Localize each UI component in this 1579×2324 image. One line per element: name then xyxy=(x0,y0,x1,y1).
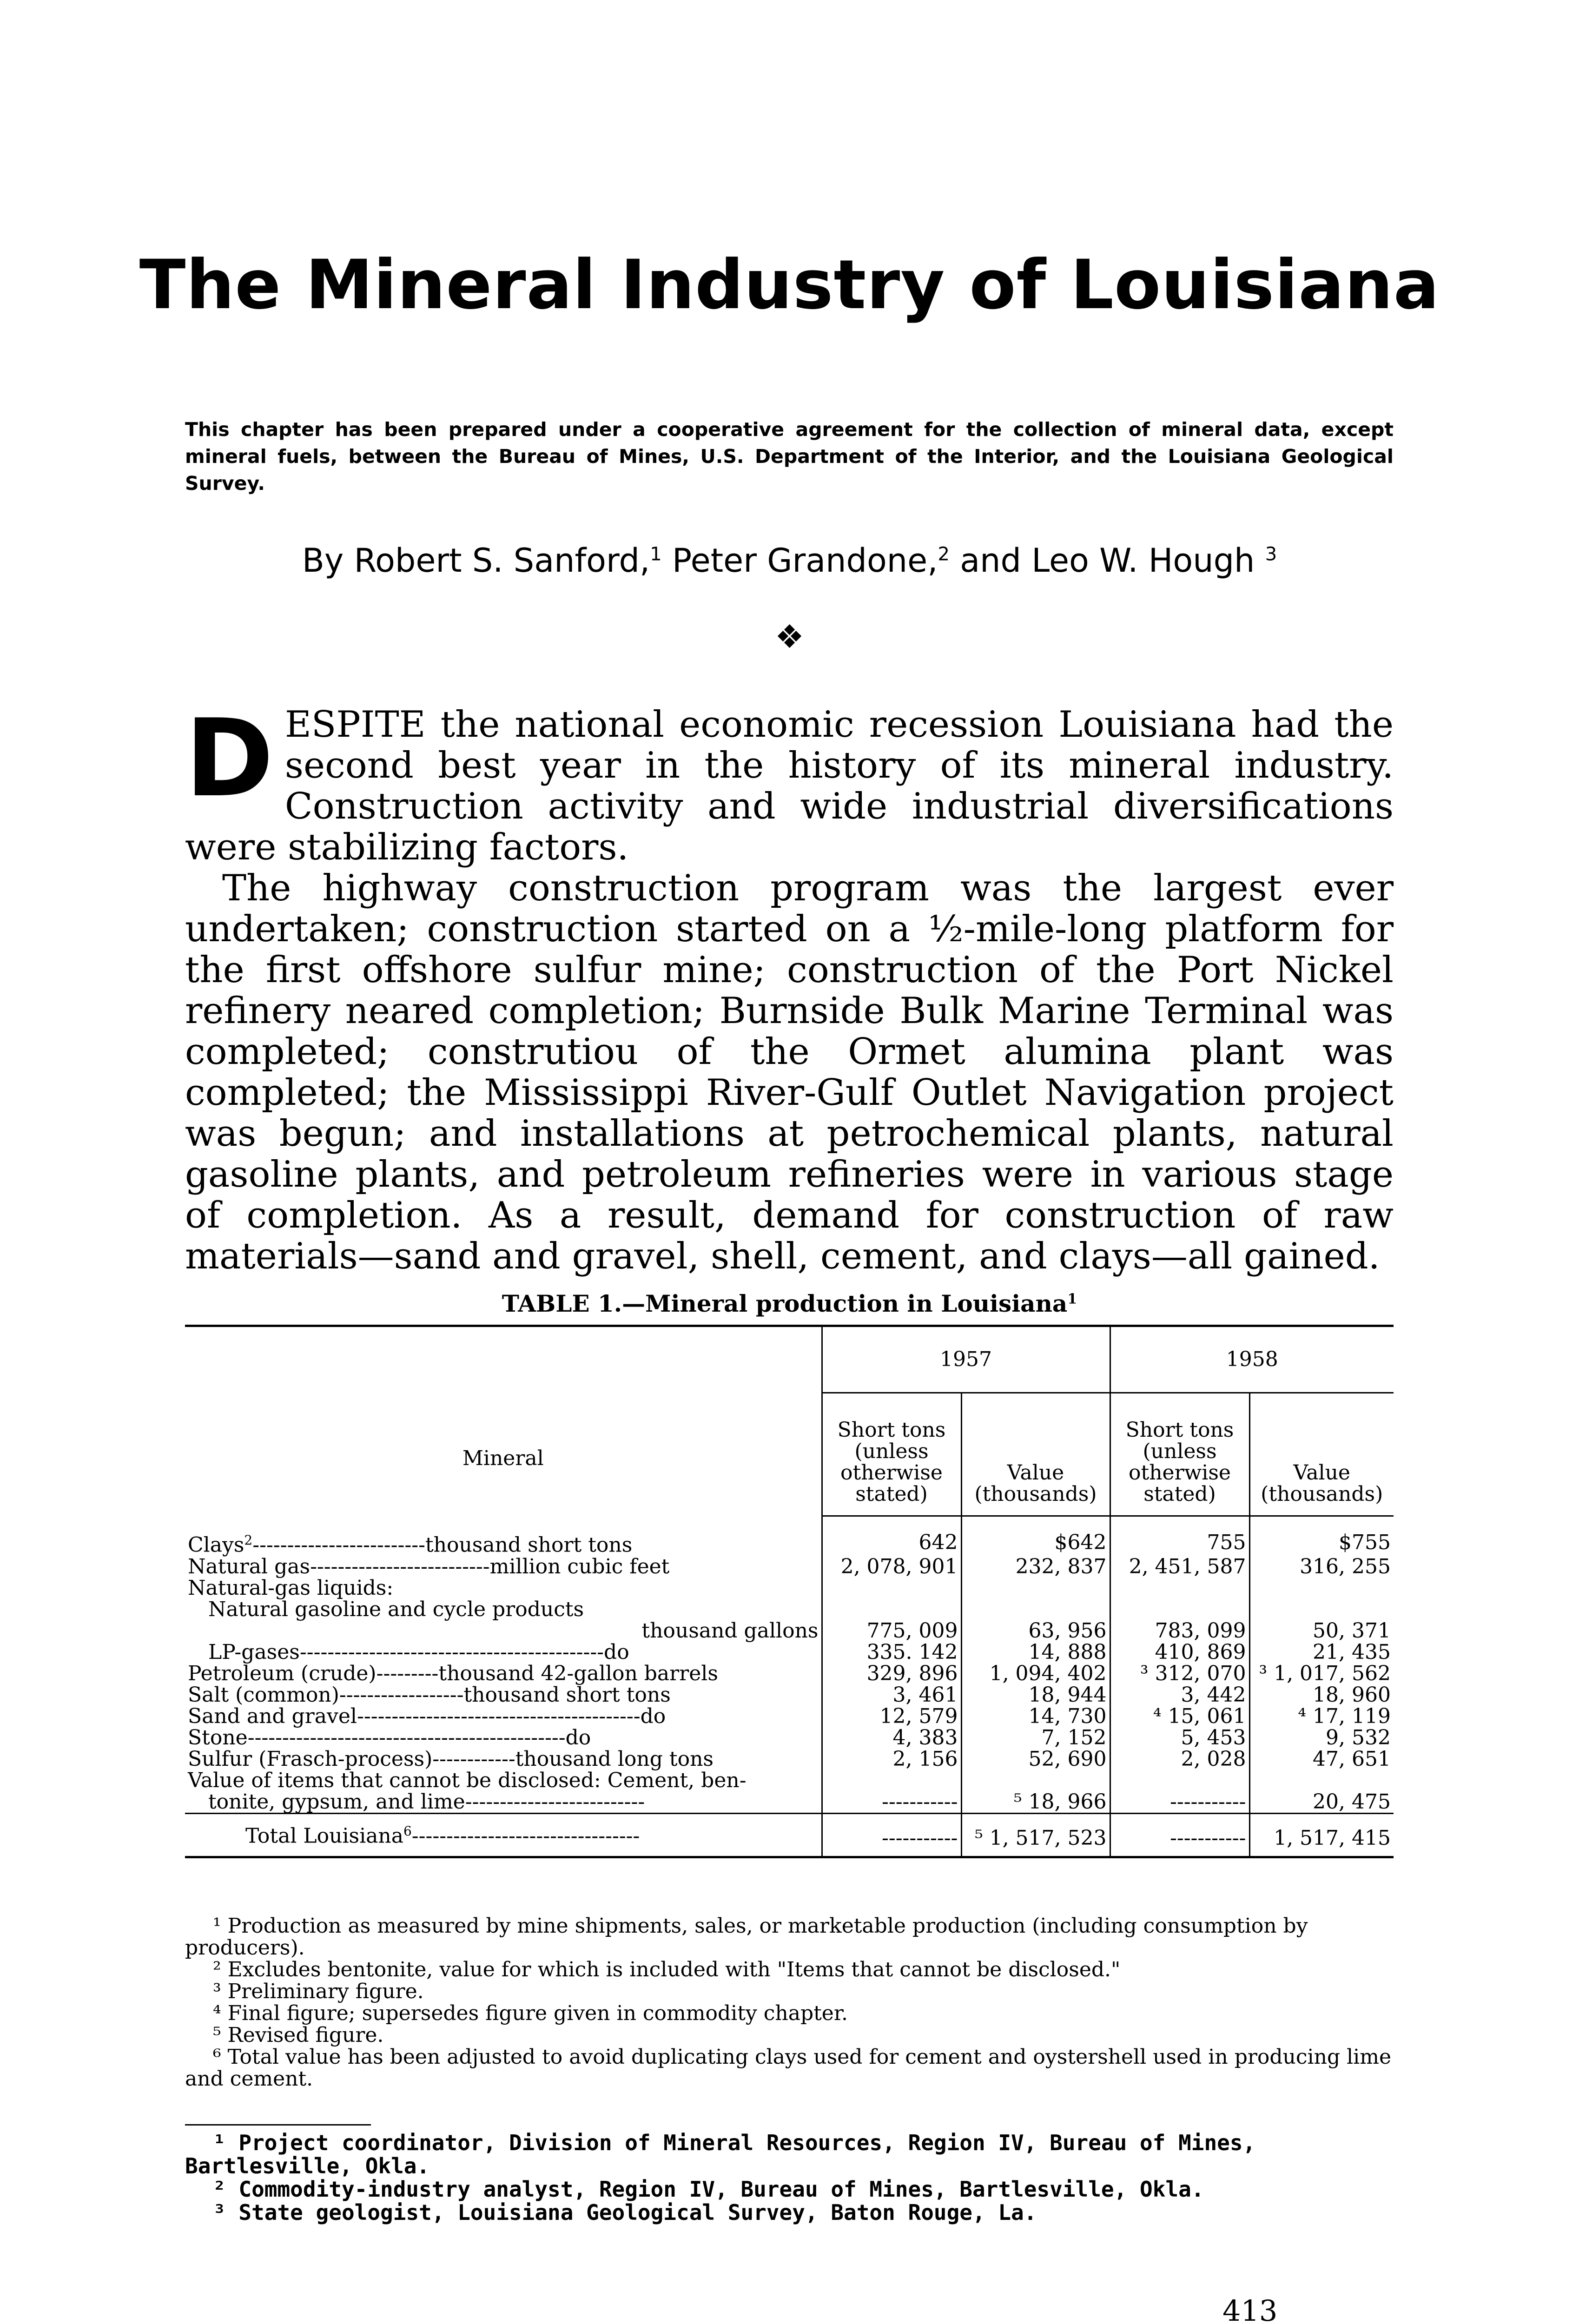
total-footnote-mark: 6 xyxy=(403,1823,412,1839)
column-header-value-1957: Value (thousands) xyxy=(961,1393,1110,1516)
author-footnote-2: ² Commodity-industry analyst, Region IV, Bureau of Mines, Bartlesville, Okla. xyxy=(213,2177,1204,2202)
cell-value-1957: 7, 152 xyxy=(961,1727,1110,1749)
body-text xyxy=(185,697,1394,1277)
total-leader: --------------------------------- xyxy=(411,1824,640,1848)
table-row xyxy=(185,1620,1394,1642)
total-label: Total Louisiana xyxy=(245,1824,403,1848)
paragraph-1 xyxy=(185,697,1394,868)
table-row xyxy=(185,1770,1394,1791)
cell-value-1958: 9, 532 xyxy=(1249,1727,1394,1749)
row-unit: thousand long tons xyxy=(515,1747,714,1771)
cell-value-1957: 18, 944 xyxy=(961,1684,1110,1706)
author-hough: Leo W. Hough xyxy=(1031,541,1255,580)
table-caption-text: TABLE 1.—Mineral production in Louisiana xyxy=(502,1290,1068,1317)
table-caption-mark: 1 xyxy=(1067,1291,1077,1307)
cell-value-1957: 14, 730 xyxy=(961,1706,1110,1727)
cell-value-1957: $642 xyxy=(961,1530,1110,1556)
table-footnote-4: ⁴ Final figure; supersedes figure given in commodity chapter. xyxy=(213,2001,848,2025)
table-row xyxy=(185,1556,1394,1578)
page-title: The Mineral Industry of Louisiana xyxy=(139,245,1440,324)
cell-value-1957: ⁵ 18, 966 xyxy=(961,1791,1110,1814)
drop-cap: D xyxy=(185,697,274,821)
row-leader: ---------------------------------------------- xyxy=(247,1725,566,1750)
table-row xyxy=(185,1749,1394,1770)
cell-value-1957: 232, 837 xyxy=(961,1556,1110,1578)
cell-tons-1958: 755 xyxy=(1110,1530,1249,1556)
paragraph-2: The highway construction program was the largest ever undertaken; construction started on a ½-mile-long platform for the first offshore sulfur mine; construction of the Port Nickel refinery neared completion; Burnside Bulk Marine Terminal was completed; construtiou of the Ormet alumina plant was completed; the Mississippi River-Gulf Outlet Navigation project was begun; and installations at petrochemical plants, natural gasoline plants, and petroleum refineries were in various stage of completion. As a result, demand for construction of raw materials—sand and gravel, shell, cement, and clays—all gained. xyxy=(185,867,1394,1277)
row-unit: million cubic feet xyxy=(489,1554,670,1578)
cell-tons-1958: 2, 028 xyxy=(1110,1749,1249,1770)
table-row xyxy=(185,1663,1394,1684)
author-grandone: Peter Grandone, xyxy=(672,541,938,580)
row-name: Natural-gas liquids: xyxy=(188,1576,394,1600)
cell-value-1958: ⁴ 17, 119 xyxy=(1249,1706,1394,1727)
row-leader: ----------------------------------------- xyxy=(357,1704,641,1728)
cell-value-1958: 316, 255 xyxy=(1249,1556,1394,1578)
cell-value-1957: 1, 094, 402 xyxy=(961,1663,1110,1684)
row-name: Natural gasoline and cycle products xyxy=(208,1597,584,1621)
row-name: Sand and gravel xyxy=(188,1704,357,1728)
row-name: Clays xyxy=(188,1533,244,1557)
cell-tons-1957: 2, 078, 901 xyxy=(822,1556,961,1578)
preface-note: This chapter has been prepared under a cooperative agreement for the collection of mineral data, except mineral fuels, between the Bureau of Mines, U.S. Department of the Interior, and the Louisiana Geological Survey. xyxy=(185,418,1394,495)
cell-value-1958: 18, 960 xyxy=(1249,1684,1394,1706)
cell-value-1958: $755 xyxy=(1249,1530,1394,1556)
footnote-divider xyxy=(185,2124,371,2126)
total-tons-1958: ----------- xyxy=(1110,1813,1249,1857)
cell-tons-1957: 4, 383 xyxy=(822,1727,961,1749)
column-header-tons-1958: Short tons (unless otherwise stated) xyxy=(1110,1393,1249,1516)
cell-tons-1957: 775, 009 xyxy=(822,1620,961,1642)
row-name: LP-gases xyxy=(208,1640,300,1664)
total-value-1958: 1, 517, 415 xyxy=(1249,1813,1394,1857)
column-header-year-1957: 1957 xyxy=(822,1326,1110,1393)
column-header-tons-1957: Short tons (unless otherwise stated) xyxy=(822,1393,961,1516)
table-row xyxy=(185,1791,1394,1814)
row-name: Sulfur (Frasch-process) xyxy=(188,1747,433,1771)
row-unit: thousand 42-gallon barrels xyxy=(438,1661,718,1685)
row-footnote-mark: 2 xyxy=(244,1532,253,1548)
cell-tons-1958: 783, 099 xyxy=(1110,1620,1249,1642)
cell-tons-1958: 410, 869 xyxy=(1110,1642,1249,1663)
cell-value-1958: 21, 435 xyxy=(1249,1642,1394,1663)
table-caption xyxy=(0,1290,1579,1317)
row-leader: -------------------------- xyxy=(465,1789,645,1814)
row-unit: thousand short tons xyxy=(425,1533,633,1557)
row-leader: -------------------------- xyxy=(310,1554,490,1578)
row-leader: ------------------ xyxy=(339,1683,464,1707)
cell-value-1957: 14, 888 xyxy=(961,1642,1110,1663)
table-total-row xyxy=(185,1813,1394,1857)
row-leader: --------- xyxy=(376,1661,439,1685)
table-footnote-6: ⁶ Total value has been adjusted to avoid duplicating clays used for cement and oystershell used in producing lime and cement. xyxy=(185,2045,1392,2091)
cell-tons-1957: 2, 156 xyxy=(822,1749,961,1770)
row-name: Value of items that cannot be disclosed: Cement, ben- xyxy=(188,1768,747,1792)
total-value-1957: ⁵ 1, 517, 523 xyxy=(961,1813,1110,1857)
cell-tons-1958: ⁴ 15, 061 xyxy=(1110,1706,1249,1727)
table-row xyxy=(185,1599,1394,1620)
author-mark-2: 2 xyxy=(938,543,950,565)
cell-tons-1957: 642 xyxy=(822,1530,961,1556)
cell-tons-1958: ----------- xyxy=(1110,1791,1249,1814)
row-unit: do xyxy=(640,1704,666,1728)
cell-tons-1957: 329, 896 xyxy=(822,1663,961,1684)
total-tons-1957: ----------- xyxy=(822,1813,961,1857)
table-row xyxy=(185,1706,1394,1727)
table-row xyxy=(185,1684,1394,1706)
row-name: tonite, gypsum, and lime xyxy=(208,1789,465,1814)
table-footnote-5: ⁵ Revised figure. xyxy=(213,2023,384,2047)
row-unit: do xyxy=(604,1640,629,1664)
row-unit: thousand gallons xyxy=(641,1618,819,1643)
row-unit: thousand short tons xyxy=(463,1683,671,1707)
author-footnotes xyxy=(185,2131,1394,2224)
cell-tons-1958: 5, 453 xyxy=(1110,1727,1249,1749)
cell-tons-1957: 3, 461 xyxy=(822,1684,961,1706)
cell-tons-1957: 335. 142 xyxy=(822,1642,961,1663)
cell-value-1958: 20, 475 xyxy=(1249,1791,1394,1814)
row-name: Natural gas xyxy=(188,1554,311,1578)
author-mark-1: 1 xyxy=(650,543,662,565)
cell-value-1957: 63, 956 xyxy=(961,1620,1110,1642)
column-header-year-1958: 1958 xyxy=(1110,1326,1394,1393)
row-unit: do xyxy=(565,1725,591,1750)
author-sanford: Robert S. Sanford, xyxy=(354,541,650,580)
author-footnote-3: ³ State geologist, Louisiana Geological Survey, Baton Rouge, La. xyxy=(213,2200,1037,2225)
table-row xyxy=(185,1530,1394,1556)
row-leader: -------------------------------------------- xyxy=(299,1640,604,1664)
cell-value-1958: 50, 371 xyxy=(1249,1620,1394,1642)
cell-value-1958: 47, 651 xyxy=(1249,1749,1394,1770)
table-footnote-2: ² Excludes bentonite, value for which is included with "Items that cannot be disclosed." xyxy=(213,1958,1121,1981)
paragraph-1-text: ESPITE the national economic recession Louisiana had the second best year in the history of its mineral industry. Construction activity and wide industrial diversifications were stabilizing factors. xyxy=(185,704,1394,868)
mineral-production-table xyxy=(185,1325,1394,1858)
table-row xyxy=(185,1578,1394,1599)
row-name: Salt (common) xyxy=(188,1683,339,1707)
byline-and: and xyxy=(960,541,1021,580)
author-mark-3: 3 xyxy=(1265,543,1277,565)
cell-tons-1957: 12, 579 xyxy=(822,1706,961,1727)
page-number: 413 xyxy=(1222,2294,1278,2324)
row-leader: ------------------------- xyxy=(252,1533,425,1557)
cell-tons-1958: 3, 442 xyxy=(1110,1684,1249,1706)
row-leader: ------------ xyxy=(432,1747,515,1771)
table-footnotes xyxy=(185,1915,1394,2090)
table-row xyxy=(185,1642,1394,1663)
table-footnote-1: ¹ Production as measured by mine shipments, sales, or marketable production (including consumption by producers). xyxy=(185,1914,1308,1960)
row-name: Stone xyxy=(188,1725,248,1750)
cell-tons-1958: 2, 451, 587 xyxy=(1110,1556,1249,1578)
column-header-value-1958: Value (thousands) xyxy=(1249,1393,1394,1516)
cell-tons-1957: ----------- xyxy=(822,1791,961,1814)
author-footnote-1: ¹ Project coordinator, Division of Mineral Resources, Region IV, Bureau of Mines, Bartlesville, Okla. xyxy=(185,2130,1256,2179)
byline-prefix: By xyxy=(302,541,344,580)
ornament-icon: ❖ xyxy=(775,618,804,656)
cell-value-1958: ³ 1, 017, 562 xyxy=(1249,1663,1394,1684)
cell-tons-1958: ³ 312, 070 xyxy=(1110,1663,1249,1684)
row-name: Petroleum (crude) xyxy=(188,1661,377,1685)
table-footnote-3: ³ Preliminary figure. xyxy=(213,1980,424,2003)
byline xyxy=(0,541,1579,580)
cell-value-1957: 52, 690 xyxy=(961,1749,1110,1770)
table-row xyxy=(185,1727,1394,1749)
column-header-mineral: Mineral xyxy=(462,1446,544,1471)
